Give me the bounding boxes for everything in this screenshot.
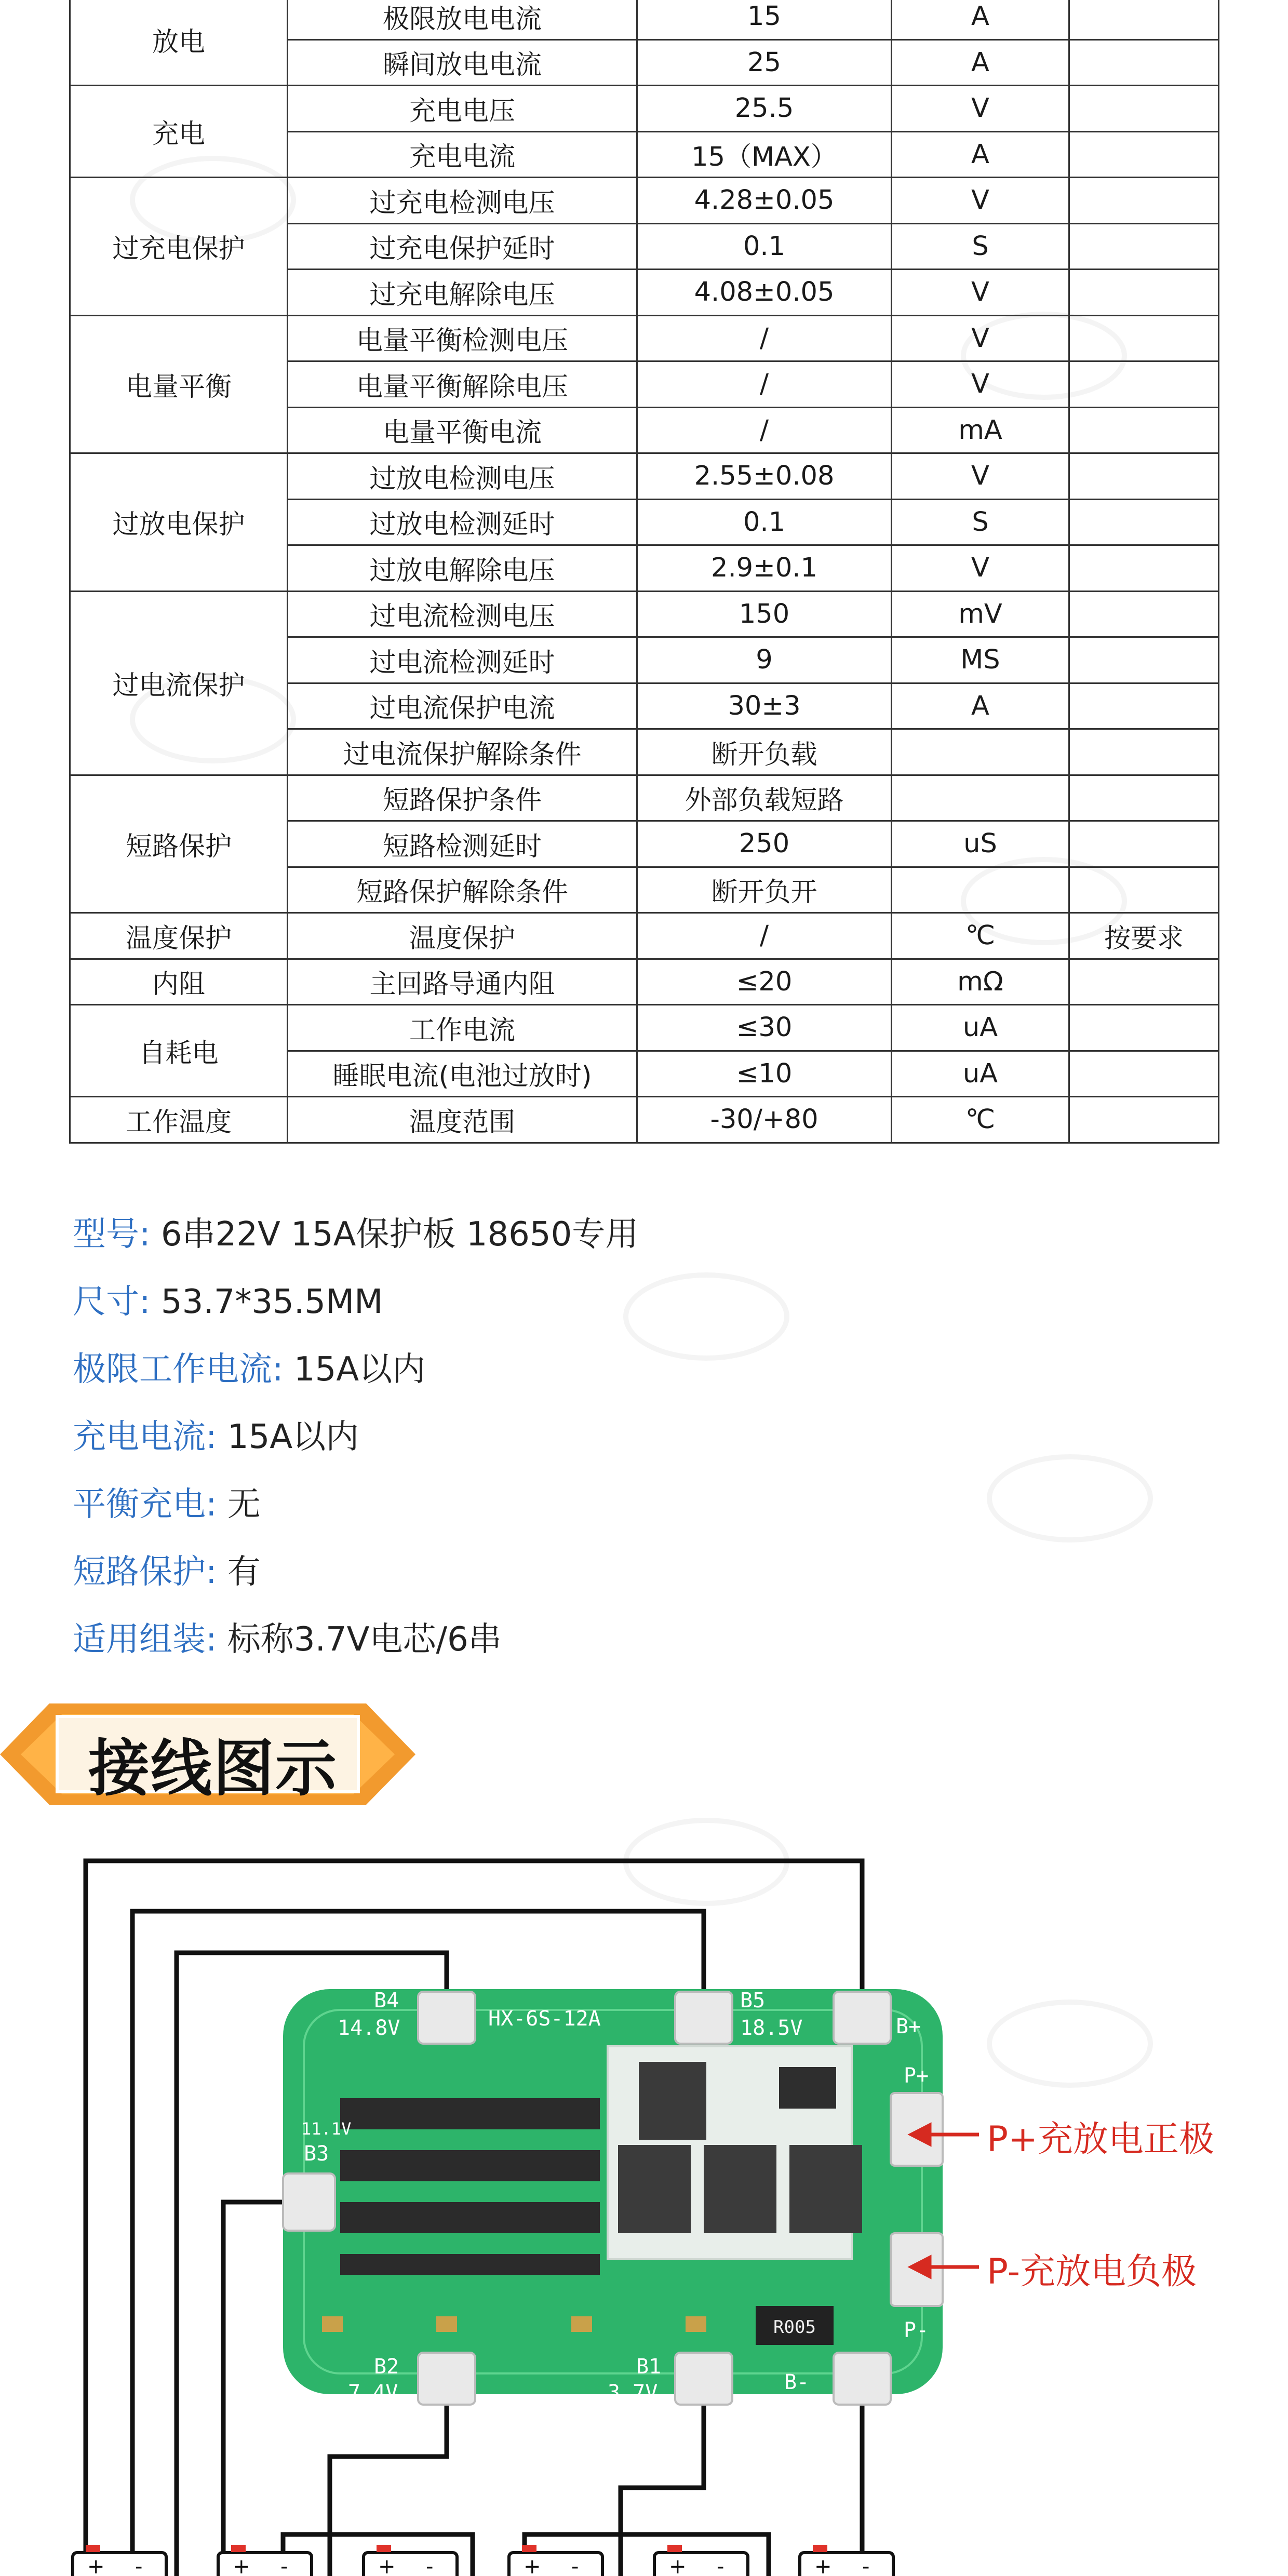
info-label: 极限工作电流: bbox=[73, 1350, 284, 1389]
info-apply bbox=[73, 1613, 502, 1660]
note-cell bbox=[1069, 0, 1219, 39]
unit-cell: S bbox=[892, 223, 1069, 270]
note-cell bbox=[1069, 775, 1219, 821]
info-label: 充电电流: bbox=[73, 1418, 217, 1456]
info-label: 平衡充电: bbox=[73, 1485, 217, 1524]
unit-cell: mV bbox=[892, 591, 1069, 637]
item-cell: 充电电压 bbox=[288, 86, 637, 132]
note-cell bbox=[1069, 959, 1219, 1005]
pad-b1 bbox=[675, 2353, 732, 2405]
value-cell: 250 bbox=[637, 821, 892, 867]
note-cell: 按要求 bbox=[1069, 913, 1219, 959]
note-cell bbox=[1069, 453, 1219, 500]
label-b2: B2 bbox=[374, 2355, 399, 2379]
table-row bbox=[70, 178, 1219, 224]
callout-p-minus: P-充放电负极 bbox=[987, 2251, 1197, 2292]
battery-plus: + bbox=[669, 2555, 687, 2576]
label-b5-voltage: 18.5V bbox=[740, 2016, 803, 2040]
note-cell bbox=[1069, 1005, 1219, 1051]
unit-cell bbox=[892, 775, 1069, 821]
wiring-diagram bbox=[0, 1828, 1288, 2576]
value-cell: 150 bbox=[637, 591, 892, 637]
item-cell: 睡眠电流(电池过放时) bbox=[288, 1051, 637, 1097]
group-cell: 过放电保护 bbox=[70, 453, 288, 592]
unit-cell: V bbox=[892, 361, 1069, 408]
resistor-label: R005 bbox=[773, 2317, 816, 2338]
group-cell: 放电 bbox=[70, 0, 288, 86]
item-cell: 充电电流 bbox=[288, 131, 637, 178]
battery-minus: - bbox=[571, 2555, 579, 2576]
value-cell: 25.5 bbox=[637, 86, 892, 132]
unit-cell: V bbox=[892, 178, 1069, 224]
info-value: 6串22V 15A保护板 18650专用 bbox=[160, 1215, 639, 1254]
note-cell bbox=[1069, 131, 1219, 178]
info-balance bbox=[73, 1478, 261, 1525]
info-value: 15A以内 bbox=[293, 1350, 426, 1389]
item-cell: 短路检测延时 bbox=[288, 821, 637, 867]
info-label: 型号: bbox=[73, 1215, 151, 1254]
label-b4-voltage: 14.8V bbox=[338, 2016, 400, 2040]
note-cell bbox=[1069, 223, 1219, 270]
group-cell: 自耗电 bbox=[70, 1005, 288, 1097]
item-cell: 过电流检测延时 bbox=[288, 637, 637, 683]
value-cell: -30/+80 bbox=[637, 1097, 892, 1143]
unit-cell: V bbox=[892, 270, 1069, 316]
pad-bminus bbox=[834, 2353, 891, 2405]
battery-minus: - bbox=[426, 2555, 434, 2576]
info-value: 53.7*35.5MM bbox=[160, 1283, 383, 1321]
item-cell: 过放电检测延时 bbox=[288, 499, 637, 545]
value-cell: 2.9±0.1 bbox=[637, 545, 892, 592]
unit-cell: uA bbox=[892, 1005, 1069, 1051]
value-cell: / bbox=[637, 913, 892, 959]
note-cell bbox=[1069, 683, 1219, 729]
value-cell: ≤30 bbox=[637, 1005, 892, 1051]
unit-cell: V bbox=[892, 86, 1069, 132]
unit-cell: MS bbox=[892, 637, 1069, 683]
value-cell: 9 bbox=[637, 637, 892, 683]
unit-cell: V bbox=[892, 453, 1069, 500]
pad-b5 bbox=[675, 1992, 732, 2044]
item-cell: 过充电检测电压 bbox=[288, 178, 637, 224]
pad-pplus bbox=[891, 2093, 943, 2166]
info-short-protect bbox=[73, 1545, 261, 1593]
value-cell: 0.1 bbox=[637, 499, 892, 545]
unit-cell: A bbox=[892, 131, 1069, 178]
label-bminus: B- bbox=[784, 2370, 810, 2394]
item-cell: 极限放电电流 bbox=[288, 0, 637, 39]
pad-b4 bbox=[418, 1992, 475, 2044]
unit-cell: mA bbox=[892, 407, 1069, 453]
note-cell bbox=[1069, 867, 1219, 913]
info-model bbox=[73, 1208, 638, 1255]
item-cell: 主回路导通内阻 bbox=[288, 959, 637, 1005]
battery-minus: - bbox=[135, 2555, 143, 2576]
battery-plus: + bbox=[524, 2555, 541, 2576]
table-row bbox=[70, 86, 1219, 132]
unit-cell: ℃ bbox=[892, 1097, 1069, 1143]
info-label: 尺寸: bbox=[73, 1283, 151, 1321]
label-b1: B1 bbox=[636, 2355, 662, 2379]
info-value: 无 bbox=[227, 1485, 261, 1524]
note-cell bbox=[1069, 545, 1219, 592]
unit-cell: ℃ bbox=[892, 913, 1069, 959]
label-bplus: B+ bbox=[896, 2015, 921, 2038]
note-cell bbox=[1069, 1051, 1219, 1097]
value-cell: 15（MAX） bbox=[637, 131, 892, 178]
table-row bbox=[70, 591, 1219, 637]
info-label: 适用组装: bbox=[73, 1620, 217, 1659]
board-model: HX-6S-12A bbox=[488, 2007, 601, 2031]
item-cell: 过电流检测电压 bbox=[288, 591, 637, 637]
item-cell: 温度范围 bbox=[288, 1097, 637, 1143]
group-cell: 过电流保护 bbox=[70, 591, 288, 775]
value-cell: ≤10 bbox=[637, 1051, 892, 1097]
unit-cell: V bbox=[892, 545, 1069, 592]
table-row bbox=[70, 1005, 1219, 1051]
info-label: 短路保护: bbox=[73, 1553, 217, 1591]
note-cell bbox=[1069, 39, 1219, 86]
info-size bbox=[73, 1275, 383, 1323]
battery-plus: + bbox=[233, 2555, 250, 2576]
label-b4: B4 bbox=[374, 1989, 399, 2013]
note-cell bbox=[1069, 591, 1219, 637]
unit-cell bbox=[892, 729, 1069, 775]
pad-b2 bbox=[418, 2353, 475, 2405]
battery-minus: - bbox=[717, 2555, 725, 2576]
callout-p-plus: P+充放电正极 bbox=[987, 2119, 1214, 2160]
group-cell: 内阻 bbox=[70, 959, 288, 1005]
value-cell: 外部负载短路 bbox=[637, 775, 892, 821]
unit-cell: uS bbox=[892, 821, 1069, 867]
unit-cell: mΩ bbox=[892, 959, 1069, 1005]
item-cell: 电量平衡检测电压 bbox=[288, 315, 637, 361]
group-cell: 短路保护 bbox=[70, 775, 288, 913]
battery-minus: - bbox=[280, 2555, 288, 2576]
note-cell bbox=[1069, 178, 1219, 224]
note-cell bbox=[1069, 499, 1219, 545]
unit-cell: A bbox=[892, 683, 1069, 729]
battery-plus: + bbox=[378, 2555, 396, 2576]
note-cell bbox=[1069, 407, 1219, 453]
group-cell: 充电 bbox=[70, 86, 288, 178]
value-cell: / bbox=[637, 407, 892, 453]
info-value: 15A以内 bbox=[227, 1418, 359, 1456]
unit-cell: A bbox=[892, 0, 1069, 39]
value-cell: ≤20 bbox=[637, 959, 892, 1005]
value-cell: / bbox=[637, 315, 892, 361]
info-charge-current bbox=[73, 1410, 359, 1458]
item-cell: 过电流保护电流 bbox=[288, 683, 637, 729]
note-cell bbox=[1069, 361, 1219, 408]
section-title: 接线图示 bbox=[88, 1733, 338, 1804]
label-b1-voltage: 3.7V bbox=[608, 2381, 658, 2405]
info-value: 标称3.7V电芯/6串 bbox=[227, 1620, 502, 1659]
value-cell: 25 bbox=[637, 39, 892, 86]
note-cell bbox=[1069, 270, 1219, 316]
battery-plus: + bbox=[814, 2555, 832, 2576]
item-cell: 过放电检测电压 bbox=[288, 453, 637, 500]
note-cell bbox=[1069, 637, 1219, 683]
group-cell: 电量平衡 bbox=[70, 315, 288, 453]
table-row bbox=[70, 913, 1219, 959]
group-cell: 工作温度 bbox=[70, 1097, 288, 1143]
table-row bbox=[70, 453, 1219, 500]
table-row bbox=[70, 1097, 1219, 1143]
item-cell: 短路保护解除条件 bbox=[288, 867, 637, 913]
value-cell: 0.1 bbox=[637, 223, 892, 270]
value-cell: 2.55±0.08 bbox=[637, 453, 892, 500]
info-limit-current bbox=[73, 1343, 425, 1390]
label-pminus: P- bbox=[904, 2318, 929, 2342]
item-cell: 温度保护 bbox=[288, 913, 637, 959]
label-b5: B5 bbox=[740, 1989, 766, 2013]
value-cell: 4.28±0.05 bbox=[637, 178, 892, 224]
value-cell: 4.08±0.05 bbox=[637, 270, 892, 316]
value-cell: 断开负开 bbox=[637, 867, 892, 913]
table-row bbox=[70, 315, 1219, 361]
value-cell: 断开负载 bbox=[637, 729, 892, 775]
label-pplus: P+ bbox=[904, 2064, 929, 2088]
note-cell bbox=[1069, 821, 1219, 867]
label-b3: B3 bbox=[304, 2142, 329, 2166]
unit-cell bbox=[892, 867, 1069, 913]
info-value: 有 bbox=[227, 1553, 261, 1591]
pad-bplus bbox=[834, 1992, 891, 2044]
battery-minus: - bbox=[862, 2555, 870, 2576]
item-cell: 瞬间放电电流 bbox=[288, 39, 637, 86]
item-cell: 电量平衡电流 bbox=[288, 407, 637, 453]
table-row bbox=[70, 0, 1219, 39]
group-cell: 过充电保护 bbox=[70, 178, 288, 316]
table-row bbox=[70, 775, 1219, 821]
note-cell bbox=[1069, 86, 1219, 132]
table-row bbox=[70, 959, 1219, 1005]
label-b3-voltage: 11.1V bbox=[301, 2119, 352, 2139]
unit-cell: A bbox=[892, 39, 1069, 86]
item-cell: 过充电保护延时 bbox=[288, 223, 637, 270]
item-cell: 过充电解除电压 bbox=[288, 270, 637, 316]
item-cell: 过电流保护解除条件 bbox=[288, 729, 637, 775]
item-cell: 过放电解除电压 bbox=[288, 545, 637, 592]
note-cell bbox=[1069, 729, 1219, 775]
note-cell bbox=[1069, 1097, 1219, 1143]
group-cell: 温度保护 bbox=[70, 913, 288, 959]
unit-cell: V bbox=[892, 315, 1069, 361]
unit-cell: uA bbox=[892, 1051, 1069, 1097]
value-cell: 15 bbox=[637, 0, 892, 39]
note-cell bbox=[1069, 315, 1219, 361]
pad-b3 bbox=[283, 2174, 335, 2231]
value-cell: / bbox=[637, 361, 892, 408]
item-cell: 短路保护条件 bbox=[288, 775, 637, 821]
value-cell: 30±3 bbox=[637, 683, 892, 729]
item-cell: 电量平衡解除电压 bbox=[288, 361, 637, 408]
unit-cell: S bbox=[892, 499, 1069, 545]
spec-table bbox=[69, 0, 1219, 1144]
item-cell: 工作电流 bbox=[288, 1005, 637, 1051]
label-b2-voltage: 7.4V bbox=[348, 2381, 398, 2405]
battery-plus: + bbox=[87, 2555, 105, 2576]
